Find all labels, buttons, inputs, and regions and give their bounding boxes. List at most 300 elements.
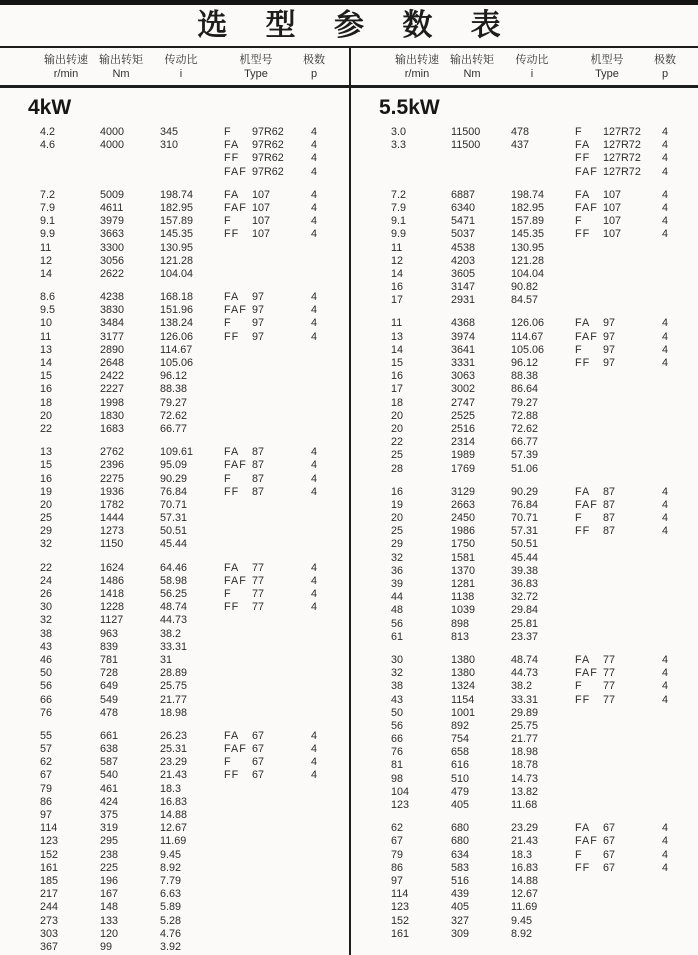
ratio-cell: 57.31 xyxy=(160,512,188,525)
table-row xyxy=(351,667,698,680)
speed-cell: 273 xyxy=(40,914,59,927)
speed-cell: 13 xyxy=(40,343,53,356)
type-model-cell xyxy=(242,344,300,357)
ratio-cell: 45.44 xyxy=(160,538,188,551)
ratio-cell: 114.67 xyxy=(160,343,193,356)
torque-cell: 405 xyxy=(451,799,470,811)
table-row xyxy=(351,618,698,631)
type-prefix-cell: FA xyxy=(575,139,591,152)
data-block xyxy=(0,730,349,954)
poles-cell xyxy=(300,641,328,654)
type-prefix-cell: FF xyxy=(224,769,240,782)
ratio-cell: 168.18 xyxy=(160,291,194,304)
torque-cell: 5009 xyxy=(100,188,125,201)
table-row xyxy=(351,849,698,862)
poles-cell xyxy=(651,888,679,901)
speed-cell: 14 xyxy=(40,357,53,369)
torque-cell: 839 xyxy=(100,640,119,653)
torque-cell: 1273 xyxy=(100,525,125,538)
data-block xyxy=(351,654,698,812)
type-model-cell xyxy=(593,370,651,383)
torque-cell: 1370 xyxy=(451,564,476,577)
speed-cell: 161 xyxy=(40,861,59,874)
table-row xyxy=(0,707,349,720)
table-row xyxy=(0,291,349,304)
poles-cell xyxy=(300,525,328,538)
ratio-cell: 198.74 xyxy=(511,188,545,201)
table-row xyxy=(351,822,698,835)
type-model-cell xyxy=(593,281,651,294)
type-prefix-cell xyxy=(563,410,593,423)
speed-cell: 185 xyxy=(40,874,59,887)
table-row xyxy=(351,436,698,449)
torque-cell: 3331 xyxy=(451,357,476,369)
poles-cell: 4 xyxy=(661,848,668,861)
section-4kw xyxy=(0,48,349,955)
type-prefix-cell xyxy=(212,370,242,383)
type-model-cell: 127R72 xyxy=(603,139,641,152)
speed-cell: 29 xyxy=(40,525,53,538)
table-row xyxy=(0,538,349,551)
speed-cell: 61 xyxy=(391,630,404,643)
ratio-cell: 21.43 xyxy=(160,769,188,782)
speed-cell: 30 xyxy=(40,601,53,614)
torque-cell: 680 xyxy=(451,835,470,848)
speed-cell: 9.9 xyxy=(391,228,407,241)
torque-cell: 479 xyxy=(451,785,470,798)
poles-cell xyxy=(651,370,679,383)
poles-cell xyxy=(651,799,679,812)
speed-cell: 20 xyxy=(40,409,53,422)
type-prefix-cell: FF xyxy=(575,693,591,706)
ratio-cell: 9.45 xyxy=(511,914,533,927)
table-row xyxy=(351,139,698,152)
type-model-cell xyxy=(242,928,300,941)
type-model-cell xyxy=(242,357,300,370)
poles-cell: 4 xyxy=(310,291,317,304)
type-model-cell xyxy=(242,641,300,654)
type-prefix-cell xyxy=(563,463,593,476)
table-row xyxy=(351,604,698,617)
type-model-cell xyxy=(593,618,651,631)
poles-cell xyxy=(300,344,328,357)
torque-cell: 813 xyxy=(451,630,470,643)
torque-cell: 898 xyxy=(451,617,470,630)
type-model-cell xyxy=(593,928,651,941)
ratio-cell: 130.95 xyxy=(511,241,545,254)
type-prefix-cell xyxy=(563,397,593,410)
speed-cell: 123 xyxy=(391,901,410,914)
header-ratio-label: 传动比 xyxy=(164,54,198,66)
table-row xyxy=(351,888,698,901)
type-prefix-cell xyxy=(563,294,593,307)
ratio-cell: 157.89 xyxy=(511,215,545,228)
header-torque-unit: Nm xyxy=(463,68,481,80)
poles-cell: 4 xyxy=(661,498,668,511)
speed-cell: 114 xyxy=(391,888,409,901)
poles-cell xyxy=(651,746,679,759)
poles-cell xyxy=(651,410,679,423)
type-model-cell xyxy=(242,707,300,720)
torque-cell: 5471 xyxy=(451,215,476,228)
type-prefix-cell xyxy=(212,822,242,835)
table-row xyxy=(0,875,349,888)
table-header-right xyxy=(351,48,698,88)
type-model-cell xyxy=(593,901,651,914)
torque-cell: 1001 xyxy=(451,706,476,719)
poles-cell: 4 xyxy=(310,304,317,317)
torque-cell: 3002 xyxy=(451,383,476,396)
type-prefix-cell: FAF xyxy=(575,201,598,214)
speed-cell: 4.2 xyxy=(40,126,56,138)
table-row xyxy=(351,152,698,165)
table-row xyxy=(0,667,349,680)
torque-cell: 295 xyxy=(100,835,119,848)
type-prefix-cell xyxy=(563,591,593,604)
torque-cell: 2396 xyxy=(100,459,125,472)
ratio-cell: 11.69 xyxy=(160,835,187,848)
table-row xyxy=(351,344,698,357)
poles-cell: 4 xyxy=(310,769,317,782)
ratio-cell: 29.84 xyxy=(511,604,539,617)
table-row xyxy=(351,746,698,759)
poles-cell: 4 xyxy=(310,139,317,152)
table-row xyxy=(0,397,349,410)
type-prefix-cell xyxy=(212,538,242,551)
type-prefix-cell xyxy=(563,436,593,449)
ratio-cell: 23.29 xyxy=(511,822,539,835)
type-prefix-cell: FA xyxy=(224,188,240,201)
poles-cell xyxy=(300,680,328,693)
torque-cell: 1486 xyxy=(100,574,125,587)
table-row xyxy=(0,486,349,499)
speed-cell: 20 xyxy=(391,422,404,435)
speed-cell: 39 xyxy=(391,578,404,590)
speed-cell: 20 xyxy=(391,409,404,422)
torque-cell: 616 xyxy=(451,759,470,772)
header-ratio xyxy=(501,53,563,81)
poles-cell: 4 xyxy=(310,729,317,742)
type-prefix-cell: FAF xyxy=(575,498,598,511)
ratio-cell: 23.29 xyxy=(160,756,188,769)
data-block xyxy=(0,291,349,436)
type-prefix-cell: FA xyxy=(224,291,240,304)
speed-cell: 56 xyxy=(40,680,53,693)
type-prefix-cell xyxy=(563,565,593,578)
speed-cell: 9.1 xyxy=(391,215,407,228)
ratio-cell: 38.2 xyxy=(160,627,182,640)
poles-cell: 4 xyxy=(310,152,317,165)
poles-cell xyxy=(651,631,679,644)
type-prefix-cell xyxy=(212,344,242,357)
table-row xyxy=(0,783,349,796)
poles-cell: 4 xyxy=(310,446,317,459)
poles-cell xyxy=(300,370,328,383)
torque-cell: 1150 xyxy=(100,538,124,551)
poles-cell: 4 xyxy=(310,588,317,600)
type-prefix-cell xyxy=(212,928,242,941)
speed-cell xyxy=(40,152,92,165)
torque-cell: 167 xyxy=(100,888,119,901)
poles-cell: 4 xyxy=(310,743,317,756)
data-blocks-5-5kw xyxy=(351,126,698,941)
table-row xyxy=(351,397,698,410)
table-row xyxy=(351,486,698,499)
type-model-cell: 77 xyxy=(252,561,265,574)
ratio-cell: 18.78 xyxy=(511,759,539,772)
poles-cell: 4 xyxy=(661,201,668,214)
data-block xyxy=(351,486,698,644)
type-model-cell xyxy=(242,268,300,281)
type-model-cell xyxy=(242,525,300,538)
ratio-cell: 5.28 xyxy=(160,914,182,927)
data-block xyxy=(0,126,349,179)
speed-cell: 22 xyxy=(40,561,53,574)
poles-cell xyxy=(300,242,328,255)
type-model-cell: 87 xyxy=(252,485,265,498)
poles-cell: 4 xyxy=(310,201,317,214)
speed-cell: 7.9 xyxy=(40,201,56,214)
torque-cell: 120 xyxy=(100,927,119,940)
speed-cell: 244 xyxy=(40,901,59,914)
header-speed-unit: r/min xyxy=(404,68,430,80)
ratio-cell: 114.67 xyxy=(511,330,544,343)
type-model-cell xyxy=(593,255,651,268)
table-row xyxy=(0,473,349,486)
ratio-cell: 198.74 xyxy=(160,188,194,201)
torque-cell: 649 xyxy=(100,680,119,693)
type-model-cell: 67 xyxy=(252,756,265,769)
type-model-cell: 107 xyxy=(603,228,622,241)
torque-cell: 583 xyxy=(451,861,470,874)
type-prefix-cell: FA xyxy=(575,485,591,498)
speed-cell: 12 xyxy=(391,254,404,267)
speed-cell: 86 xyxy=(391,861,404,874)
torque-cell: 11500 xyxy=(451,139,481,152)
table-row xyxy=(0,317,349,330)
speed-cell: 66 xyxy=(391,733,404,746)
poles-cell: 4 xyxy=(661,680,668,693)
torque-cell: 1624 xyxy=(100,561,125,574)
speed-cell: 79 xyxy=(40,782,53,795)
poles-cell xyxy=(300,628,328,641)
type-model-cell xyxy=(593,720,651,733)
speed-cell: 67 xyxy=(40,769,53,782)
power-heading-5-5kw: 5.5kW xyxy=(379,96,440,119)
table-row xyxy=(0,255,349,268)
torque-cell: 2622 xyxy=(100,267,125,280)
type-prefix-cell xyxy=(212,875,242,888)
poles-cell xyxy=(651,875,679,888)
ratio-cell: 84.57 xyxy=(511,294,539,307)
ratio-cell: 12.67 xyxy=(160,822,188,835)
type-prefix-cell xyxy=(212,915,242,928)
table-row xyxy=(351,654,698,667)
type-prefix-cell xyxy=(212,242,242,255)
poles-cell xyxy=(651,578,679,591)
type-prefix-cell: FA xyxy=(224,729,240,742)
speed-cell: 17 xyxy=(391,383,404,396)
torque-cell: 6887 xyxy=(451,188,476,201)
type-model-cell xyxy=(242,512,300,525)
table-row xyxy=(351,463,698,476)
torque-cell: 2762 xyxy=(100,446,125,459)
type-prefix-cell: F xyxy=(224,756,232,769)
torque-cell: 4368 xyxy=(451,317,476,330)
torque-cell: 1581 xyxy=(451,551,476,564)
speed-cell: 57 xyxy=(40,743,53,756)
type-model-cell: 87 xyxy=(603,498,616,511)
torque-cell: 1380 xyxy=(451,653,476,666)
section-5-5kw xyxy=(349,48,698,955)
torque-cell: 728 xyxy=(100,667,119,680)
ratio-cell: 121.28 xyxy=(511,254,545,267)
table-row xyxy=(0,446,349,459)
torque-cell: 319 xyxy=(100,822,119,835)
speed-cell: 76 xyxy=(40,706,53,719)
speed-cell: 11 xyxy=(40,241,52,254)
ratio-cell: 72.62 xyxy=(511,422,539,435)
table-row xyxy=(351,281,698,294)
ratio-cell: 12.67 xyxy=(511,888,539,901)
speed-cell: 62 xyxy=(40,756,53,769)
header-poles-unit: p xyxy=(661,68,669,80)
speed-cell: 36 xyxy=(391,564,404,577)
table-row xyxy=(0,614,349,627)
type-prefix-cell: FA xyxy=(575,653,591,666)
poles-cell xyxy=(300,383,328,396)
poles-cell xyxy=(651,397,679,410)
torque-cell: 1986 xyxy=(451,525,476,538)
torque-cell: 2648 xyxy=(100,357,125,369)
ratio-cell: 39.38 xyxy=(511,564,539,577)
speed-cell xyxy=(391,152,443,165)
header-poles xyxy=(651,53,679,81)
type-model-cell xyxy=(593,578,651,591)
ratio-cell: 96.12 xyxy=(160,370,188,383)
type-prefix-cell xyxy=(212,941,242,954)
speed-cell: 55 xyxy=(40,729,53,742)
ratio-cell: 18.3 xyxy=(160,782,182,795)
header-ratio-unit: i xyxy=(179,68,183,80)
type-prefix-cell: FA xyxy=(575,188,591,201)
table-row xyxy=(351,901,698,914)
speed-cell: 25 xyxy=(391,449,404,462)
speed-cell: 11 xyxy=(40,330,52,343)
type-model-cell xyxy=(593,746,651,759)
speed-cell: 7.9 xyxy=(391,201,407,214)
speed-cell: 56 xyxy=(391,617,404,630)
type-prefix-cell: FF xyxy=(224,330,240,343)
type-prefix-cell: FF xyxy=(575,228,591,241)
header-ratio-label: 传动比 xyxy=(515,54,549,66)
type-model-cell: 97 xyxy=(603,357,616,369)
poles-cell: 4 xyxy=(310,215,317,228)
type-prefix-cell: FAF xyxy=(575,165,598,178)
type-prefix-cell xyxy=(212,862,242,875)
ratio-cell: 95.09 xyxy=(160,459,188,472)
speed-cell: 114 xyxy=(40,822,58,835)
table-row xyxy=(0,654,349,667)
type-model-cell: 107 xyxy=(252,215,271,228)
ratio-cell: 29.89 xyxy=(511,706,539,719)
type-model-cell xyxy=(242,862,300,875)
torque-cell: 1228 xyxy=(100,601,125,614)
type-model-cell xyxy=(593,604,651,617)
speed-cell: 303 xyxy=(40,927,59,940)
table-row xyxy=(0,512,349,525)
table-row xyxy=(351,255,698,268)
data-blocks-4kw xyxy=(0,126,349,954)
poles-cell xyxy=(300,397,328,410)
ratio-cell: 79.27 xyxy=(511,396,539,409)
type-model-cell: 87 xyxy=(252,459,265,472)
torque-cell: 424 xyxy=(100,795,119,808)
speed-cell: 28 xyxy=(391,462,404,475)
speed-cell: 62 xyxy=(391,822,404,835)
type-model-cell xyxy=(242,410,300,423)
type-prefix-cell xyxy=(563,888,593,901)
torque-cell xyxy=(443,166,501,179)
poles-cell xyxy=(651,773,679,786)
header-type-label: 机型号 xyxy=(590,54,624,66)
poles-cell xyxy=(300,268,328,281)
table-row xyxy=(351,331,698,344)
table-row xyxy=(0,743,349,756)
type-model-cell: 77 xyxy=(252,574,265,587)
ratio-cell: 105.06 xyxy=(160,357,194,369)
poles-cell: 4 xyxy=(310,126,317,138)
poles-cell xyxy=(300,654,328,667)
speed-cell: 7.2 xyxy=(391,188,407,201)
table-row xyxy=(0,756,349,769)
poles-cell: 4 xyxy=(661,126,668,138)
speed-cell: 50 xyxy=(391,706,404,719)
poles-cell: 4 xyxy=(661,667,668,680)
poles-cell xyxy=(651,294,679,307)
header-speed xyxy=(40,53,92,81)
type-model-cell xyxy=(593,773,651,786)
poles-cell xyxy=(300,875,328,888)
table-row xyxy=(351,126,698,139)
type-prefix-cell: FF xyxy=(575,357,591,369)
ratio-cell: 57.31 xyxy=(511,525,539,538)
ratio-cell: 76.84 xyxy=(160,485,188,498)
torque-cell: 3484 xyxy=(100,317,125,330)
poles-cell xyxy=(300,783,328,796)
ratio-cell: 25.75 xyxy=(160,680,188,693)
poles-cell xyxy=(651,242,679,255)
type-model-cell xyxy=(242,383,300,396)
type-model-cell: 97R62 xyxy=(252,152,284,165)
type-model-cell xyxy=(242,614,300,627)
table-row xyxy=(351,862,698,875)
ratio-cell: 90.82 xyxy=(511,281,539,294)
table-row xyxy=(0,641,349,654)
type-model-cell: 97R62 xyxy=(252,126,284,138)
speed-cell: 26 xyxy=(40,588,53,600)
poles-cell xyxy=(651,281,679,294)
poles-cell: 4 xyxy=(310,228,317,241)
poles-cell: 4 xyxy=(661,152,668,165)
torque-cell: 516 xyxy=(451,874,470,887)
type-prefix-cell xyxy=(563,733,593,746)
header-type-label: 机型号 xyxy=(239,54,273,66)
torque-cell: 478 xyxy=(100,706,119,719)
speed-cell: 46 xyxy=(40,653,53,666)
torque-cell: 11500 xyxy=(451,126,481,138)
type-prefix-cell xyxy=(563,423,593,436)
